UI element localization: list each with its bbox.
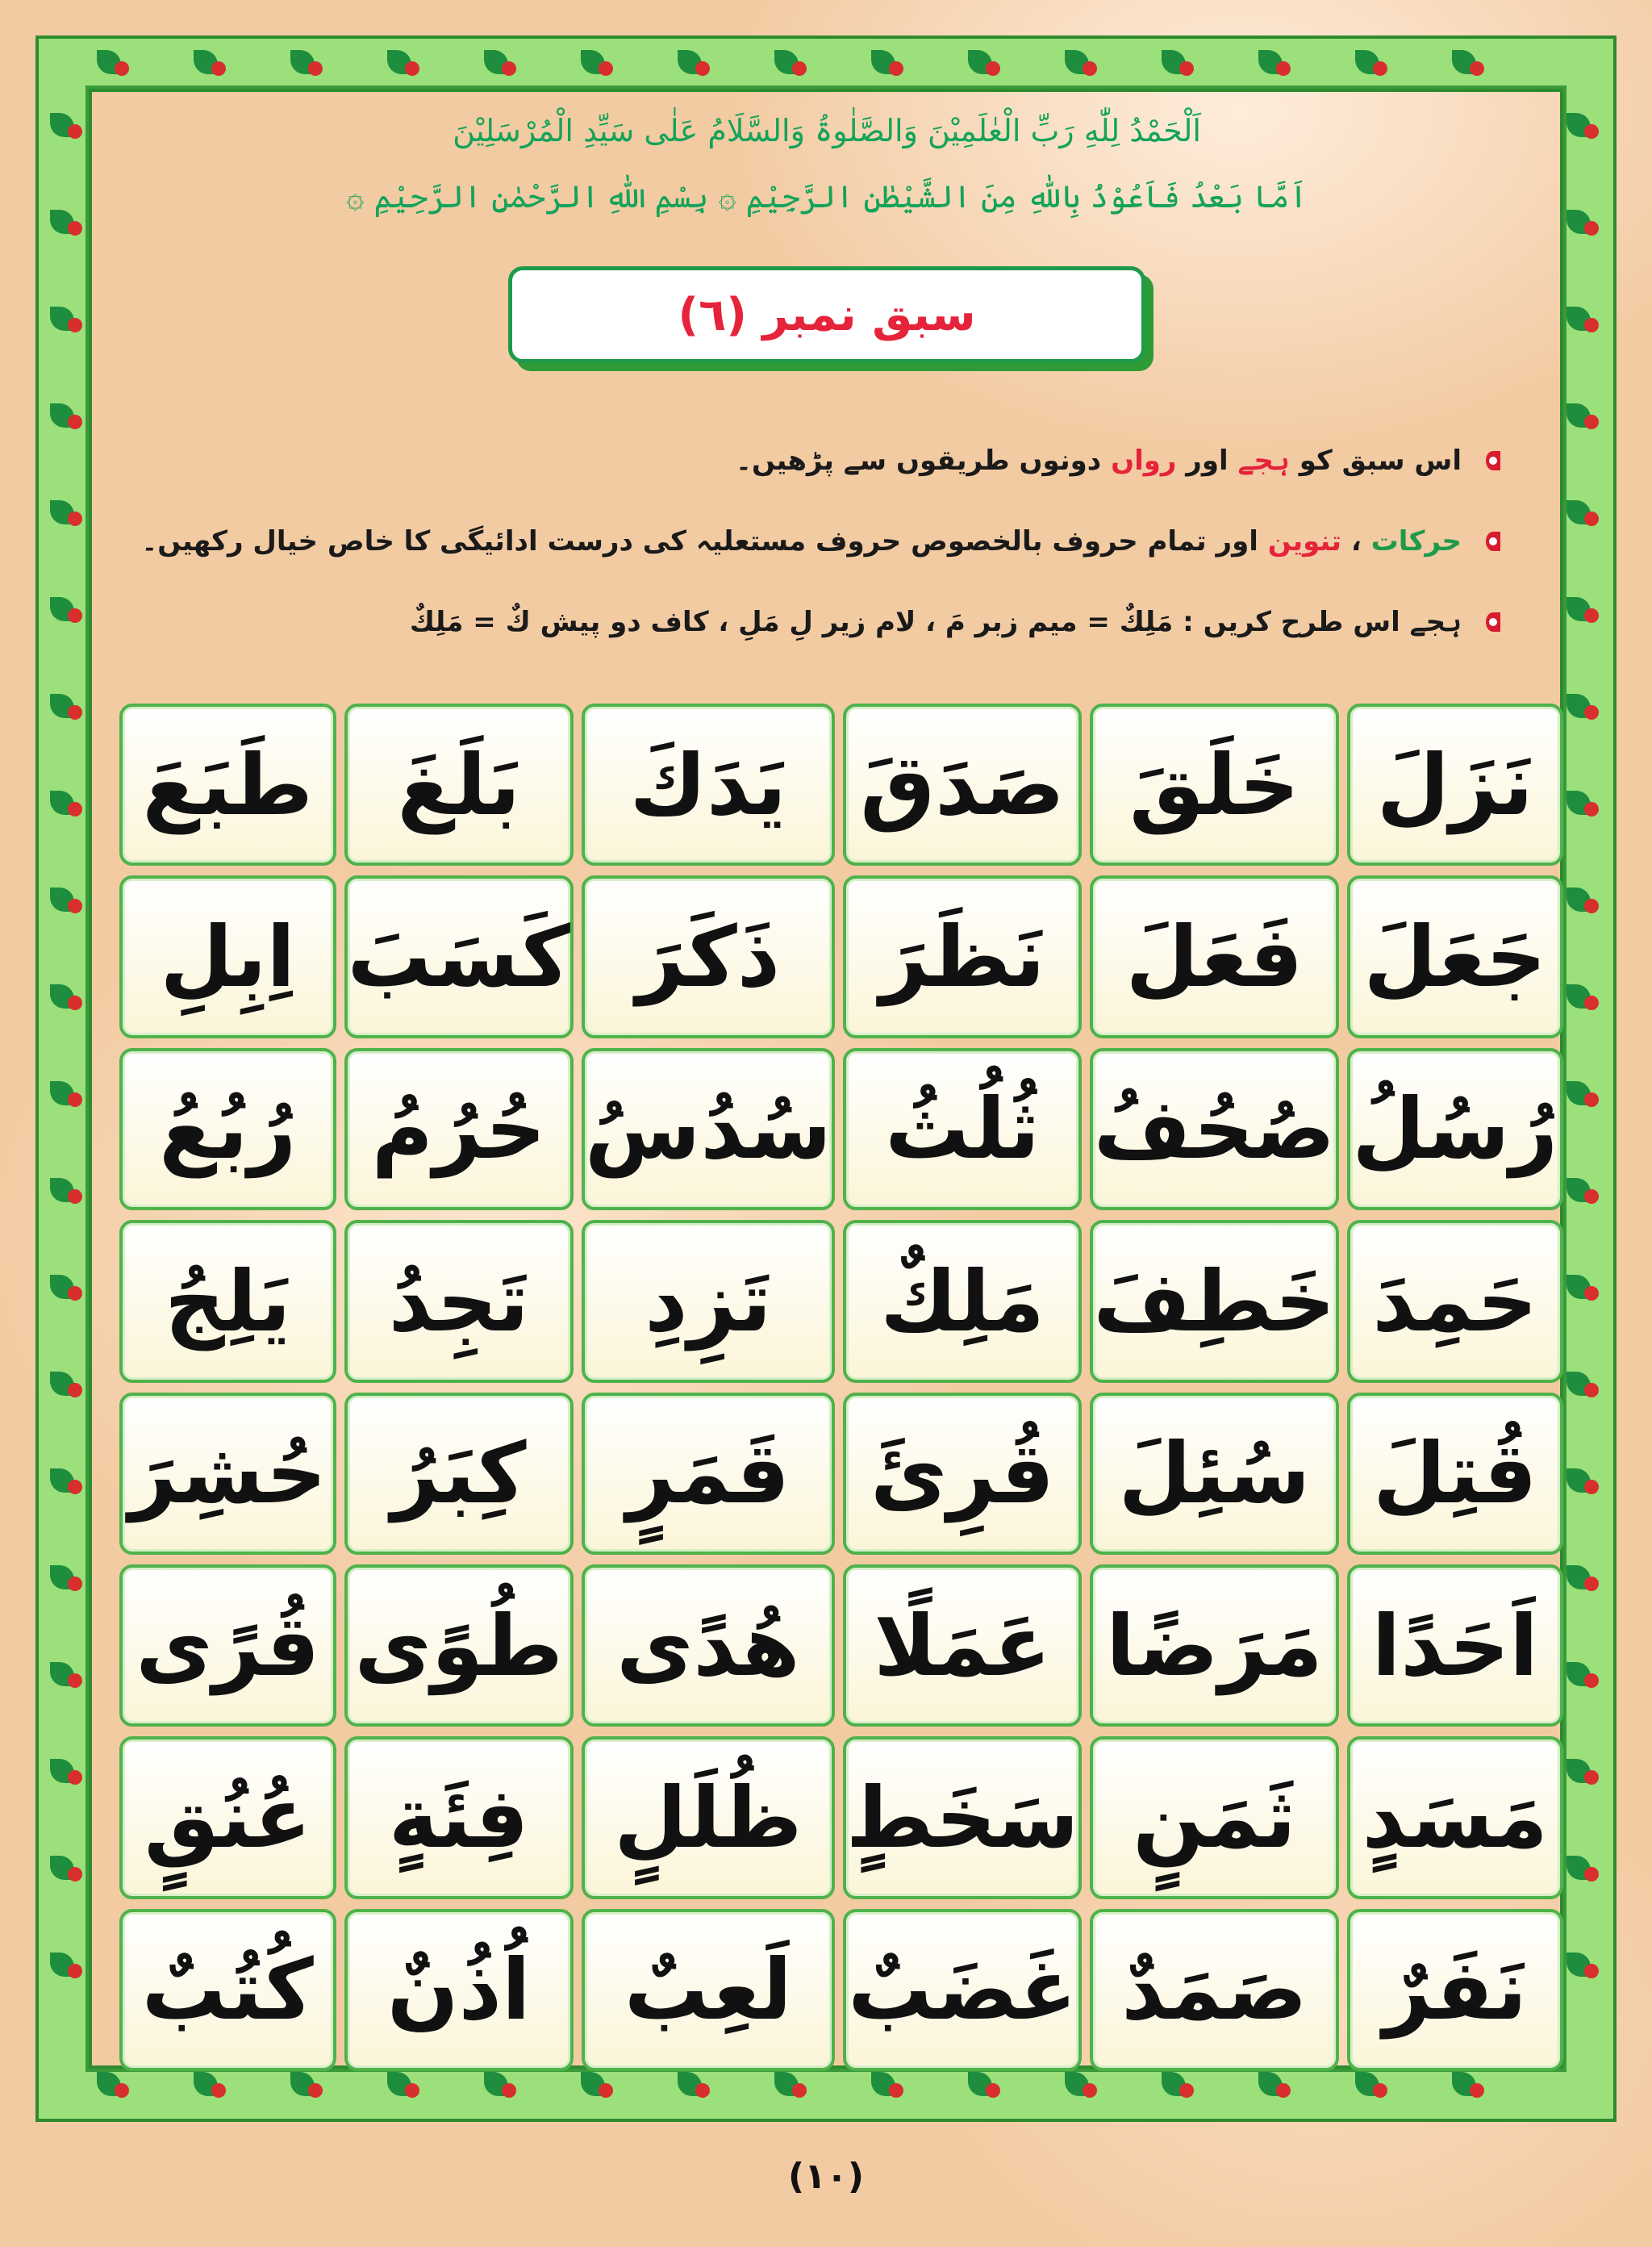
instruction-row-1: [736, 444, 1500, 477]
word-text: قَمَرٍ: [626, 1424, 791, 1523]
word-text: حَمِدَ: [1372, 1251, 1538, 1351]
word-text: حُرُمُ: [371, 1080, 546, 1179]
word-text: خَطِفَ: [1093, 1251, 1336, 1351]
flourish-icon: [68, 1770, 82, 1785]
word-text: اَحَدًا: [1371, 1596, 1538, 1695]
flourish-icon: [1584, 1480, 1599, 1494]
instruction-part: اور: [1176, 445, 1238, 477]
flourish-icon: [211, 2083, 226, 2098]
flourish-icon: [405, 61, 419, 76]
flourish-icon: [1584, 1673, 1599, 1688]
flourish-icon: [792, 2083, 807, 2098]
flourish-icon: [1276, 2083, 1291, 2098]
flourish-icon: [502, 2083, 516, 2098]
flourish-icon: [1373, 2083, 1387, 2098]
word-card: [1090, 1048, 1338, 1210]
flourish-icon: [1584, 996, 1599, 1010]
flourish-icon: [68, 1673, 82, 1688]
lesson-title: سبق نمبر (٦): [678, 288, 976, 341]
flourish-icon: [695, 61, 710, 76]
word-card: [1347, 875, 1564, 1038]
word-card: [119, 1393, 336, 1555]
word-card: [1347, 1736, 1564, 1898]
word-text: مَرَضًا: [1106, 1596, 1323, 1695]
flourish-icon: [405, 2083, 419, 2098]
word-text: مَلِكٌ: [880, 1251, 1045, 1351]
word-card: [1090, 1736, 1338, 1898]
word-card: [582, 1220, 835, 1382]
word-card: [1090, 1564, 1338, 1727]
flourish-icon: [68, 705, 82, 720]
word-text: فَعَلَ: [1125, 908, 1304, 1007]
word-text: سُئِلَ: [1118, 1424, 1311, 1523]
instruction-part: تنوین: [1267, 525, 1342, 558]
word-card: [1090, 704, 1338, 866]
header-line-2: اَمَّا بَعْدُ فَاَعُوْذُ بِاللّٰهِ مِنَ الشَّیْطٰنِ الرَّجِیْمِ ۞ بِسْمِ اللّٰهِ الرَّحْمٰنِ الرَّحِیْمِ ۞: [346, 179, 1308, 215]
word-text: نَفَرٌ: [1383, 1940, 1528, 2040]
word-card: [843, 1564, 1083, 1727]
word-card: [582, 1564, 835, 1727]
instruction-text-1: [736, 444, 1462, 477]
instruction-part: حرکات: [1370, 525, 1462, 558]
flourish-icon: [115, 61, 129, 76]
flourish-icon: [68, 512, 82, 526]
flourish-icon: [1584, 608, 1599, 623]
instruction-text-2: [141, 524, 1462, 558]
word-text: بَلَغَ: [397, 735, 520, 834]
word-text: قُتِلَ: [1373, 1424, 1537, 1523]
bullet-icon: [1476, 529, 1500, 553]
word-text: حُشِرَ: [128, 1424, 327, 1523]
word-card: [843, 1736, 1083, 1898]
word-text: يَلِجُ: [165, 1251, 291, 1351]
word-text: فِئَةٍ: [388, 1768, 529, 1867]
flourish-icon: [68, 1480, 82, 1494]
word-card: [344, 1909, 574, 2071]
instruction-part: ،: [1341, 525, 1371, 558]
flourish-icon: [68, 1286, 82, 1301]
word-card: [843, 1048, 1083, 1210]
word-card: [119, 1736, 336, 1898]
instruction-part: اور تمام حروف بالخصوص حروف مستعلیہ کی درست ادائیگی کا خاص خیال رکھیں۔: [141, 525, 1268, 558]
flourish-icon: [68, 1867, 82, 1882]
flourish-icon: [308, 61, 323, 76]
word-card: [344, 1220, 574, 1382]
word-text: هُدًى: [616, 1596, 800, 1695]
word-text: صَدَقَ: [860, 735, 1065, 834]
word-card: [344, 1393, 574, 1555]
flourish-icon: [1584, 318, 1599, 332]
word-text: عُنُقٍ: [144, 1768, 311, 1867]
word-text: كِبَرُ: [390, 1424, 527, 1523]
word-text: صَمَدٌ: [1121, 1940, 1308, 2040]
word-text: يَدَكَ: [629, 735, 787, 834]
instruction-part: رواں: [1111, 445, 1177, 477]
word-card: [843, 704, 1083, 866]
word-card: [843, 1909, 1083, 2071]
word-card: [119, 1220, 336, 1382]
flourish-icon: [68, 318, 82, 332]
flourish-icon: [1584, 1964, 1599, 1978]
word-card: [119, 1564, 336, 1727]
word-card: [843, 1220, 1083, 1382]
flourish-icon: [1470, 61, 1484, 76]
word-text: غَضَبٌ: [848, 1940, 1077, 2040]
bullet-icon: [1476, 449, 1500, 473]
word-card: [1347, 1909, 1564, 2071]
instruction-part: ہجے اس طرح کریں : مَلِكٌ = میم زبر مَ ، لام زیر لِ مَلِ ، کاف دو پیش كٌ = مَلِكٌ: [409, 606, 1462, 638]
word-card: [843, 875, 1083, 1038]
word-text: طُوًى: [354, 1596, 563, 1695]
flourish-icon: [1179, 2083, 1194, 2098]
flourish-icon: [1083, 2083, 1097, 2098]
word-text: كَسَبَ: [347, 908, 570, 1007]
word-card: [1090, 1220, 1338, 1382]
word-card: [1347, 1220, 1564, 1382]
word-text: ذَكَرَ: [636, 908, 781, 1007]
flourish-icon: [115, 2083, 129, 2098]
word-card: [843, 1393, 1083, 1555]
flourish-icon: [1276, 61, 1291, 76]
flourish-icon: [1373, 61, 1387, 76]
word-card: [582, 1909, 835, 2071]
word-text: ثَمَنٍ: [1133, 1768, 1296, 1867]
word-text: تَجِدُ: [388, 1251, 529, 1351]
flourish-icon: [68, 899, 82, 913]
flourish-icon: [1584, 1286, 1599, 1301]
flourish-icon: [1584, 1189, 1599, 1204]
word-text: طَبَعَ: [142, 735, 313, 834]
page-number: (١٠): [788, 2156, 864, 2197]
word-text: مَسَدٍ: [1362, 1768, 1548, 1867]
word-text: صُحُفُ: [1093, 1080, 1336, 1179]
flourish-icon: [1470, 2083, 1484, 2098]
flourish-icon: [1584, 124, 1599, 139]
flourish-icon: [68, 1964, 82, 1978]
word-card: [582, 1393, 835, 1555]
instruction-text-3: [410, 605, 1462, 638]
instruction-part: دونوں طریقوں سے پڑھیں۔: [736, 445, 1112, 477]
flourish-icon: [986, 61, 1000, 76]
flourish-icon: [889, 2083, 903, 2098]
word-card: [1347, 1564, 1564, 1727]
word-text: لَعِبٌ: [624, 1940, 792, 2040]
instruction-row-3: [410, 605, 1500, 638]
word-card: [1347, 1393, 1564, 1555]
flourish-icon: [1179, 61, 1194, 76]
header-line-1: اَلْحَمْدُ لِلّٰهِ رَبِّ الْعٰلَمِیْنَ وَالصَّلٰوۃُ وَالسَّلَامُ عَلٰی سَیِّدِ الْمُرْسَلِیْنَ: [453, 113, 1201, 148]
flourish-icon: [792, 61, 807, 76]
flourish-icon: [1584, 1092, 1599, 1107]
word-card: [119, 875, 336, 1038]
flourish-icon: [599, 61, 613, 76]
flourish-icon: [599, 2083, 613, 2098]
word-card: [1090, 1909, 1338, 2071]
flourish-icon: [695, 2083, 710, 2098]
word-card: [344, 875, 574, 1038]
flourish-icon: [1083, 61, 1097, 76]
word-card: [344, 1048, 574, 1210]
flourish-icon: [1584, 1577, 1599, 1591]
word-text: جَعَلَ: [1363, 908, 1546, 1007]
flourish-icon: [68, 221, 82, 236]
word-text: تَزِدِ: [645, 1251, 772, 1351]
flourish-icon: [68, 608, 82, 623]
word-card: [344, 704, 574, 866]
flourish-icon: [68, 1092, 82, 1107]
flourish-icon: [1584, 512, 1599, 526]
word-card: [119, 1048, 336, 1210]
word-card: [119, 1909, 336, 2071]
word-text: اِبِلِ: [160, 908, 296, 1007]
flourish-icon: [889, 61, 903, 76]
word-text: سُدُسُ: [584, 1080, 832, 1179]
flourish-icon: [68, 124, 82, 139]
flourish-icon: [1584, 1770, 1599, 1785]
word-card: [582, 1048, 835, 1210]
word-card: [344, 1564, 574, 1727]
word-text: قُرِئَ: [870, 1424, 1055, 1523]
word-grid: [119, 704, 1563, 2071]
flourish-icon: [1584, 899, 1599, 913]
word-text: خَلَقَ: [1128, 735, 1300, 834]
instruction-part: ہجے: [1237, 445, 1290, 477]
instruction-part: اس سبق کو: [1289, 445, 1462, 477]
flourish-icon: [1584, 1383, 1599, 1397]
flourish-icon: [502, 61, 516, 76]
flourish-icon: [68, 996, 82, 1010]
bullet-icon: [1476, 610, 1500, 634]
word-text: نَظَرَ: [879, 908, 1045, 1007]
word-text: اُذُنٌ: [386, 1940, 531, 2040]
flourish-icon: [1584, 1867, 1599, 1882]
word-card: [1090, 1393, 1338, 1555]
word-card: [582, 704, 835, 866]
word-card: [1347, 704, 1564, 866]
word-text: كُتُبٌ: [141, 1940, 314, 2040]
flourish-icon: [986, 2083, 1000, 2098]
flourish-icon: [68, 1189, 82, 1204]
instruction-row-2: [141, 524, 1500, 558]
flourish-icon: [308, 2083, 323, 2098]
word-card: [344, 1736, 574, 1898]
word-text: قُرًى: [136, 1596, 320, 1695]
word-card: [582, 1736, 835, 1898]
word-card: [1347, 1048, 1564, 1210]
flourish-icon: [1584, 415, 1599, 429]
word-card: [119, 704, 336, 866]
flourish-icon: [211, 61, 226, 76]
word-text: ظُلَلٍ: [614, 1768, 803, 1867]
flourish-icon: [1584, 802, 1599, 817]
word-text: رُبُعُ: [159, 1080, 297, 1179]
word-text: سَخَطٍ: [845, 1768, 1079, 1867]
flourish-icon: [68, 1577, 82, 1591]
word-text: عَمَلًا: [874, 1596, 1051, 1695]
word-text: رُسُلُ: [1352, 1080, 1558, 1179]
flourish-icon: [68, 802, 82, 817]
flourish-icon: [68, 415, 82, 429]
word-card: [582, 875, 835, 1038]
word-card: [1090, 875, 1338, 1038]
lesson-title-box: [508, 266, 1145, 363]
word-text: نَزَلَ: [1376, 735, 1533, 834]
flourish-icon: [1584, 221, 1599, 236]
word-text: ثُلُثُ: [885, 1080, 1040, 1179]
instructions: [141, 436, 1500, 678]
flourish-icon: [1584, 705, 1599, 720]
flourish-icon: [68, 1383, 82, 1397]
